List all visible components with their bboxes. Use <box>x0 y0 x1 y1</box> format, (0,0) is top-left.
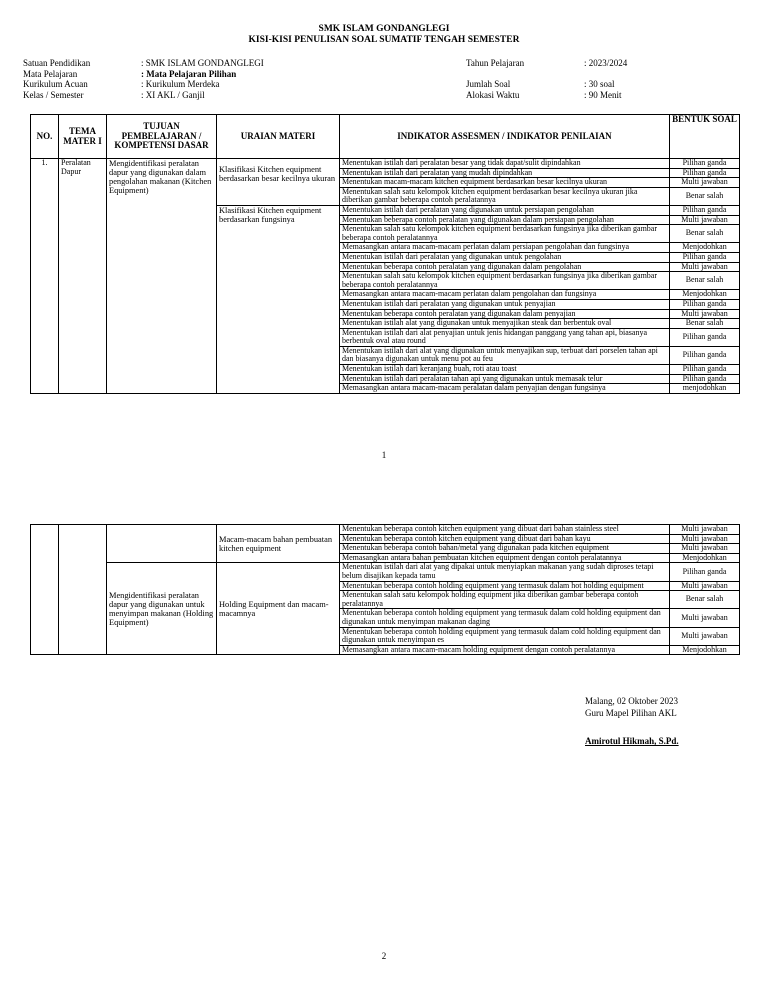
page-number: 1 <box>381 450 387 460</box>
tema-materi: Peralatan Dapur <box>59 159 107 394</box>
indikator-cell: Menentukan beberapa contoh kitchen equipment yang dibuat dari bahan stainless steel <box>340 525 670 535</box>
bentuk-soal-cell: Pilihan ganda <box>670 159 740 169</box>
bentuk-soal-cell: Multi jawaban <box>670 534 740 544</box>
bentuk-soal-cell: Menjodohkan <box>670 290 740 300</box>
table-row <box>31 159 740 169</box>
indikator-cell: Menentukan istilah dari alat yang digunakan untuk menyajikan sup, terbuat dari porselen tahan api dan biasanya digunakan untuk menu pot au feu <box>340 346 670 364</box>
bentuk-soal-cell: Pilihan ganda <box>670 374 740 384</box>
info-label: Satuan Pendidikan <box>23 58 91 68</box>
header-uraian-materi: URAIAN MATERI <box>217 115 340 159</box>
header-tujuan-pembelajaran: TUJUAN PEMBELAJARAN / KOMPETENSI DASAR <box>107 115 217 159</box>
indikator-cell: Menentukan istilah dari peralatan yang mudah dipindahkan <box>340 168 670 178</box>
bentuk-soal-cell: Menjodohkan <box>670 553 740 563</box>
kisi-kisi-table-page-1 <box>30 114 740 394</box>
uraian-materi <box>217 159 340 206</box>
info-left-values <box>141 58 264 100</box>
tema-materi-empty <box>59 525 107 655</box>
info-value: : Kurikulum Merdeka <box>141 79 220 90</box>
indikator-cell: Menentukan beberapa contoh holding equipment yang termasuk dalam cold holding equipment dan digunakan untuk menyimpan makanan daging <box>340 609 670 627</box>
bentuk-soal-cell: Menjodohkan <box>670 243 740 253</box>
page-number: 2 <box>381 951 387 961</box>
bentuk-soal-cell: Menjodohkan <box>670 645 740 655</box>
bentuk-soal-cell: Benar salah <box>670 225 740 243</box>
header-indikator: INDIKATOR ASSESMEN / INDIKATOR PENILAIAN <box>340 115 670 159</box>
indikator-cell: Menentukan istilah dari alat penyajian untuk jenis hidangan panggang yang tahan api, biasanya berbentuk oval atau round <box>340 328 670 346</box>
info-value <box>584 69 627 80</box>
indikator-cell: Menentukan salah satu kelompok kitchen equipment berdasarkan fungsinya jika diberikan gambar beberapa contoh peralatannya <box>340 225 670 243</box>
kisi-kisi-table-page-2 <box>30 524 740 655</box>
row-number-empty <box>31 525 59 655</box>
info-value: : Mata Pelajaran Pilihan <box>141 68 237 79</box>
bentuk-soal-cell: Pilihan ganda <box>670 328 740 346</box>
indikator-cell: Memasangkan antara macam-macam peralatan dalam penyajian dengan fungsinya <box>340 384 670 394</box>
header-no: NO. <box>31 115 59 159</box>
indikator-cell: Menentukan istilah dari peralatan tahan api yang digunakan untuk memasak telur <box>340 374 670 384</box>
signer-role: Guru Mapel Pilihan AKL <box>585 707 677 718</box>
bentuk-soal-cell: Multi jawaban <box>670 525 740 535</box>
info-label: Tahun Pelajaran <box>466 58 525 68</box>
bentuk-soal-cell: Multi jawaban <box>670 215 740 225</box>
indikator-cell: Menentukan macam-macam kitchen equipment berdasarkan besar kecilnya ukuran <box>340 178 670 188</box>
info-value: : 30 soal <box>584 79 615 90</box>
info-label: Jumlah Soal <box>466 79 511 90</box>
bentuk-soal-cell: Benar salah <box>670 591 740 609</box>
bentuk-soal-cell: Benar salah <box>670 319 740 329</box>
table-row <box>31 563 740 581</box>
indikator-cell: Menentukan salah satu kelompok holding equipment jika diberikan gambar beberapa contoh peralatannya <box>340 591 670 609</box>
bentuk-soal-cell: Pilihan ganda <box>670 299 740 309</box>
indikator-cell: Menentukan salah satu kelompok kitchen equipment berdasarkan fungsinya jika diberikan gambar beberapa contoh peralatannya <box>340 272 670 290</box>
uraian-text: Klasifikasi Kitchen equipment berdasarkan besar kecilnya ukuran <box>219 165 336 183</box>
indikator-cell: Memasangkan antara bahan pembuatan kitchen equipment dengan contoh peralatannya <box>340 553 670 563</box>
info-label: Alokasi Waktu <box>466 89 520 100</box>
indikator-cell: Menentukan beberapa contoh kitchen equipment yang dibuat dari bahan kayu <box>340 534 670 544</box>
bentuk-soal-cell: Multi jawaban <box>670 581 740 591</box>
indikator-cell: Menentukan istilah dari peralatan yang digunakan untuk penyajian <box>340 299 670 309</box>
indikator-cell: Menentukan beberapa contoh holding equipment yang termasuk dalam cold holding equipment dan digunakan untuk menyimpan es <box>340 627 670 645</box>
signer-name: Amirotul Hikmah, S.Pd. <box>585 736 679 746</box>
info-label: Mata Pelajaran <box>23 68 78 79</box>
table-row <box>31 525 740 535</box>
header-bentuk-soal: BENTUK SOAL <box>670 115 740 159</box>
tujuan-pembelajaran-empty <box>107 525 217 563</box>
bentuk-soal-cell: Multi jawaban <box>670 178 740 188</box>
uraian-materi: Klasifikasi Kitchen equipment berdasarkan fungsinya <box>217 205 340 393</box>
bentuk-soal-cell: menjodohkan <box>670 384 740 394</box>
indikator-cell: Menentukan istilah dari keranjang buah, roti atau toast <box>340 365 670 375</box>
info-right-labels <box>466 58 524 100</box>
info-label: Kelas / Semester <box>23 89 84 100</box>
bentuk-soal-cell: Multi jawaban <box>670 627 740 645</box>
bentuk-soal-cell: Pilihan ganda <box>670 168 740 178</box>
indikator-cell: Menentukan beberapa contoh bahan/metal yang digunakan pada kitchen equipment <box>340 544 670 554</box>
info-label: Kurikulum Acuan <box>23 79 88 90</box>
place-date: Malang, 02 Oktober 2023 <box>585 696 678 706</box>
bentuk-soal-cell: Pilihan ganda <box>670 563 740 581</box>
indikator-cell: Menentukan salah satu kelompok kitchen equipment berdasarkan besar kecilnya ukuran jika diberikan gambar beberapa contoh peralatannya <box>340 187 670 205</box>
info-value: : 90 Menit <box>584 89 622 100</box>
indikator-cell: Menentukan beberapa contoh peralatan yang digunakan dalam persiapan pengolahan <box>340 215 670 225</box>
bentuk-soal-cell: Multi jawaban <box>670 544 740 554</box>
info-value: : SMK ISLAM GONDANGLEGI <box>141 58 264 68</box>
bentuk-soal-cell: Benar salah <box>670 272 740 290</box>
info-right-values <box>584 58 627 100</box>
bentuk-soal-cell: Multi jawaban <box>670 262 740 272</box>
info-value: : XI AKL / Ganjil <box>141 89 205 100</box>
uraian-materi: Holding Equipment dan macam-macamnya <box>217 563 340 655</box>
bentuk-soal-cell: Pilihan ganda <box>670 346 740 364</box>
bentuk-soal-cell: Pilihan ganda <box>670 252 740 262</box>
indikator-cell: Menentukan istilah dari peralatan yang digunakan untuk pengolahan <box>340 252 670 262</box>
tujuan-pembelajaran: Mengidentifikasi peralatan dapur yang digunakan dalam pengolahan makanan (Kitchen Equipment) <box>107 159 217 394</box>
tujuan-pembelajaran: Mengidentifikasi peralatan dapur yang digunakan untuk menyimpan makanan (Holding Equipment) <box>107 563 217 655</box>
row-number: 1. <box>31 159 59 394</box>
bentuk-soal-cell: Pilihan ganda <box>670 365 740 375</box>
indikator-cell: Memasangkan antara macam-macam perlatan dalam persiapan pengolahan dan fungsinya <box>340 243 670 253</box>
bentuk-soal-cell: Pilihan ganda <box>670 205 740 215</box>
bentuk-soal-cell: Multi jawaban <box>670 609 740 627</box>
indikator-cell: Menentukan istilah alat yang digunakan untuk menyajikan steak dan berbentuk oval <box>340 319 670 329</box>
header-tema-materi: TEMA MATER I <box>59 115 107 159</box>
indikator-cell: Menentukan istilah dari alat yang dipakai untuk menyiapkan makanan yang sudah diproses tetapi belum disajikan kepada tamu <box>340 563 670 581</box>
table-body <box>31 159 740 394</box>
indikator-cell: Memasangkan antara macam-macam perlatan dalam pengolahan dan fungsinya <box>340 290 670 300</box>
info-label <box>466 69 524 80</box>
signature-block <box>585 696 679 748</box>
school-name: SMK ISLAM GONDANGLEGI <box>318 24 450 34</box>
info-left-labels <box>23 58 90 100</box>
table-body <box>31 525 740 655</box>
bentuk-soal-cell: Benar salah <box>670 187 740 205</box>
indikator-cell: Menentukan beberapa contoh peralatan yang digunakan dalam penyajian <box>340 309 670 319</box>
indikator-cell: Menentukan istilah dari peralatan yang digunakan untuk persiapan pengolahan <box>340 205 670 215</box>
indikator-cell: Menentukan beberapa contoh peralatan yang digunakan dalam pengolahan <box>340 262 670 272</box>
indikator-cell: Menentukan beberapa contoh holding equipment yang termasuk dalam hot holding equipment <box>340 581 670 591</box>
uraian-materi: Macam-macam bahan pembuatan kitchen equipment <box>217 525 340 563</box>
indikator-cell: Menentukan istilah dari peralatan besar yang tidak dapat/sulit dipindahkan <box>340 159 670 169</box>
document-title: KISI-KISI PENULISAN SOAL SUMATIF TENGAH SEMESTER <box>248 35 520 45</box>
bentuk-soal-cell: Multi jawaban <box>670 309 740 319</box>
indikator-cell: Memasangkan antara macam-macam holding equipment dengan contoh peralatannya <box>340 645 670 655</box>
info-value: : 2023/2024 <box>584 58 628 68</box>
